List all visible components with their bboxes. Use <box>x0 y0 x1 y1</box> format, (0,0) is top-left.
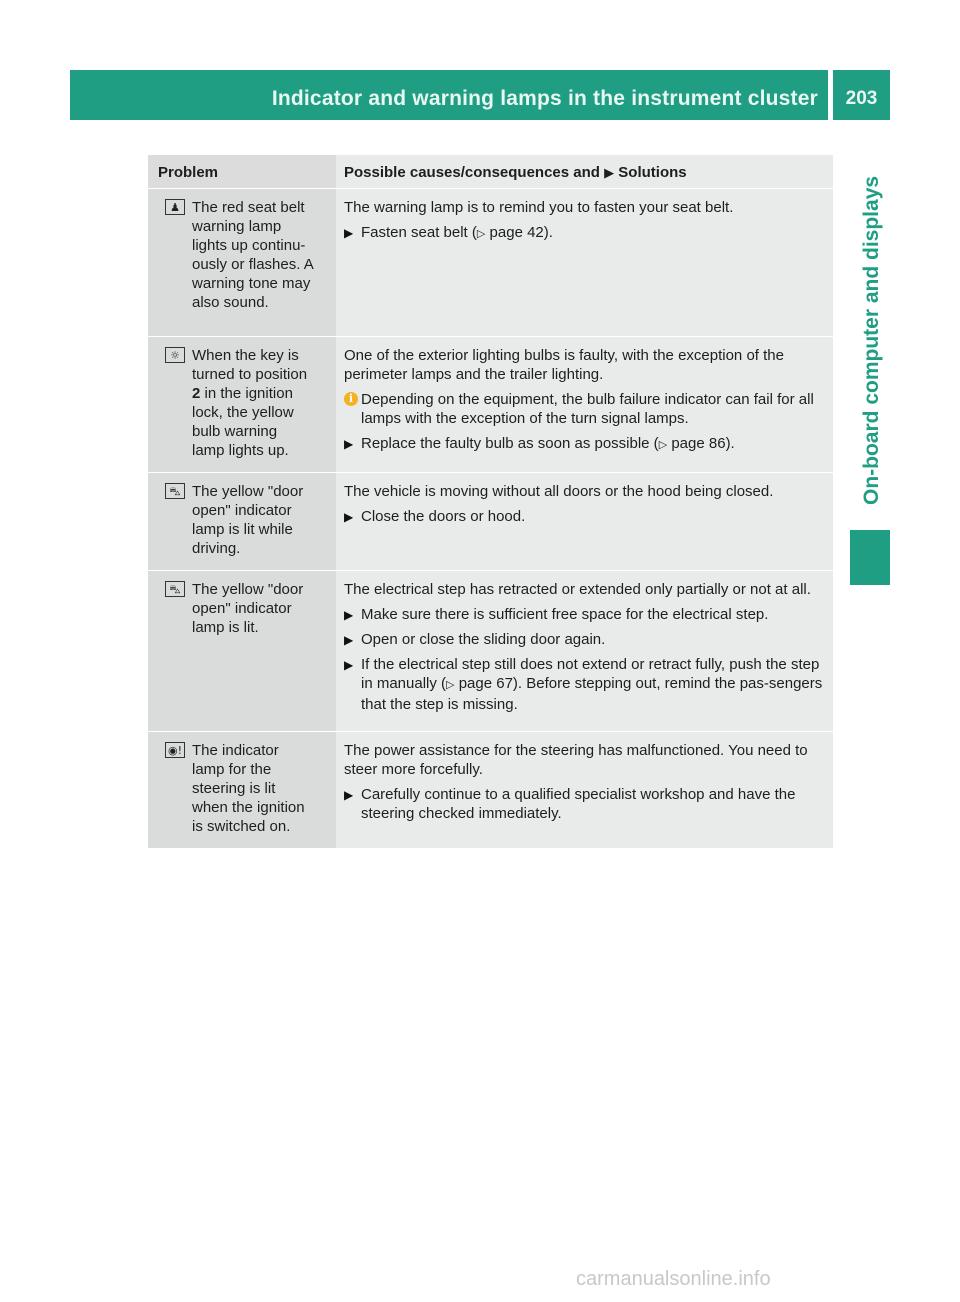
problem-text <box>192 346 332 460</box>
solution-cell <box>336 571 833 732</box>
problem-cell <box>148 473 336 571</box>
table-row <box>148 732 833 849</box>
solution-step <box>344 223 827 244</box>
problem-text-line1: When the key is turned to position <box>192 347 308 383</box>
problem-cell <box>148 189 336 337</box>
watermark: carmanualsonline.info <box>576 1268 771 1290</box>
arrow-icon: ▶ <box>604 165 615 180</box>
solution-step <box>344 630 827 650</box>
step-text-after: ). Before stepping out, remind the pas-sengers that the step is missing. <box>361 675 823 713</box>
table-row <box>148 337 833 473</box>
column-header-problem: Problem <box>148 155 336 189</box>
step-arrow-icon: ▶ <box>344 608 354 622</box>
problem-text: The yellow "door open" indicator lamp is lit while driving. <box>192 483 304 557</box>
step-text: Make sure there is sufficient free space for the electrical step. <box>361 606 769 623</box>
table-header-row <box>148 155 833 189</box>
column-header-solutions <box>336 155 833 189</box>
step-text: Fasten seat belt ( <box>361 224 477 241</box>
solution-step <box>344 785 827 823</box>
problem-table <box>148 155 833 849</box>
page-reference-link[interactable]: page 67 <box>458 675 513 692</box>
page-reference-link[interactable]: page 42 <box>489 224 544 241</box>
step-text: Replace the faulty bulb as soon as possible ( <box>361 435 659 452</box>
solution-step <box>344 605 827 625</box>
solution-cell <box>336 732 833 849</box>
problem-text: The indicator lamp for the steering is lit when the ignition is switched on. <box>192 742 305 835</box>
step-text: If the electrical step still does not extend or retract fully, push the step in manually ( <box>361 656 820 692</box>
cause-text: The warning lamp is to remind you to fasten your seat belt. <box>344 199 734 216</box>
cause-text: The power assistance for the steering has malfunctioned. You need to steer more forcefully. <box>344 742 808 778</box>
step-arrow-icon: ▶ <box>344 510 354 524</box>
solution-step <box>344 507 827 527</box>
page-title: Indicator and warning lamps in the instrument cluster <box>271 87 818 110</box>
header-bar <box>70 70 828 120</box>
solution-cell <box>336 473 833 571</box>
page-reference-link[interactable]: page 86 <box>671 435 726 452</box>
step-text: Close the doors or hood. <box>361 508 526 525</box>
step-arrow-icon: ▶ <box>344 788 354 802</box>
table-row <box>148 189 833 337</box>
solution-step <box>344 655 827 714</box>
page-ref-arrow-icon: ▷ <box>658 439 668 451</box>
solutions-header-suffix: Solutions <box>618 164 687 181</box>
problem-cell <box>148 337 336 473</box>
table-row <box>148 571 833 732</box>
position-number: 2 <box>192 385 201 402</box>
step-text: Carefully continue to a qualified specialist workshop and have the steering checked immediately. <box>361 786 796 822</box>
solution-cell <box>336 189 833 337</box>
info-text: Depending on the equipment, the bulb failure indicator can fail for all lamps with the exception of the turn signal lamps. <box>361 391 814 427</box>
page-number-box <box>833 70 890 120</box>
door-open-icon: ⛍ <box>165 483 185 499</box>
bulb-warning-icon: ☼ <box>165 347 185 363</box>
problem-text: The yellow "door open" indicator lamp is lit. <box>192 581 304 636</box>
step-arrow-icon: ▶ <box>344 437 354 451</box>
problem-cell <box>148 732 336 849</box>
step-arrow-icon: ▶ <box>344 226 354 240</box>
step-arrow-icon: ▶ <box>344 658 354 672</box>
section-marker <box>850 530 890 585</box>
info-note <box>344 390 827 428</box>
door-open-icon: ⛍ <box>165 581 185 597</box>
info-icon: i <box>344 392 358 406</box>
table-row <box>148 473 833 571</box>
steering-warning-icon: ◉! <box>165 742 185 758</box>
step-arrow-icon: ▶ <box>344 633 354 647</box>
step-text: Open or close the sliding door again. <box>361 631 606 648</box>
problem-cell <box>148 571 336 732</box>
step-text-after: ). <box>543 224 553 241</box>
problem-text-rest: in the ignition lock, the yellow bulb warning lamp lights up. <box>192 385 294 459</box>
section-tab-label: On-board computer and displays <box>860 175 883 505</box>
cause-text: One of the exterior lighting bulbs is faulty, with the exception of the perimeter lamps and the trailer lighting. <box>344 347 784 383</box>
seat-belt-icon: ♟ <box>165 199 185 215</box>
page-ref-arrow-icon: ▷ <box>476 228 486 240</box>
solution-step <box>344 434 827 455</box>
page-number: 203 <box>845 88 878 109</box>
solution-cell <box>336 337 833 473</box>
problem-text: The red seat belt warning lamp lights up continu- ously or flashes. A warning tone may also sound. <box>192 199 314 311</box>
solutions-header-prefix: Possible causes/consequences and <box>344 164 600 181</box>
cause-text: The vehicle is moving without all doors or the hood being closed. <box>344 483 774 500</box>
step-text-after: ). <box>725 435 735 452</box>
cause-text: The electrical step has retracted or extended only partially or not at all. <box>344 581 811 598</box>
page-ref-arrow-icon: ▷ <box>446 679 455 691</box>
